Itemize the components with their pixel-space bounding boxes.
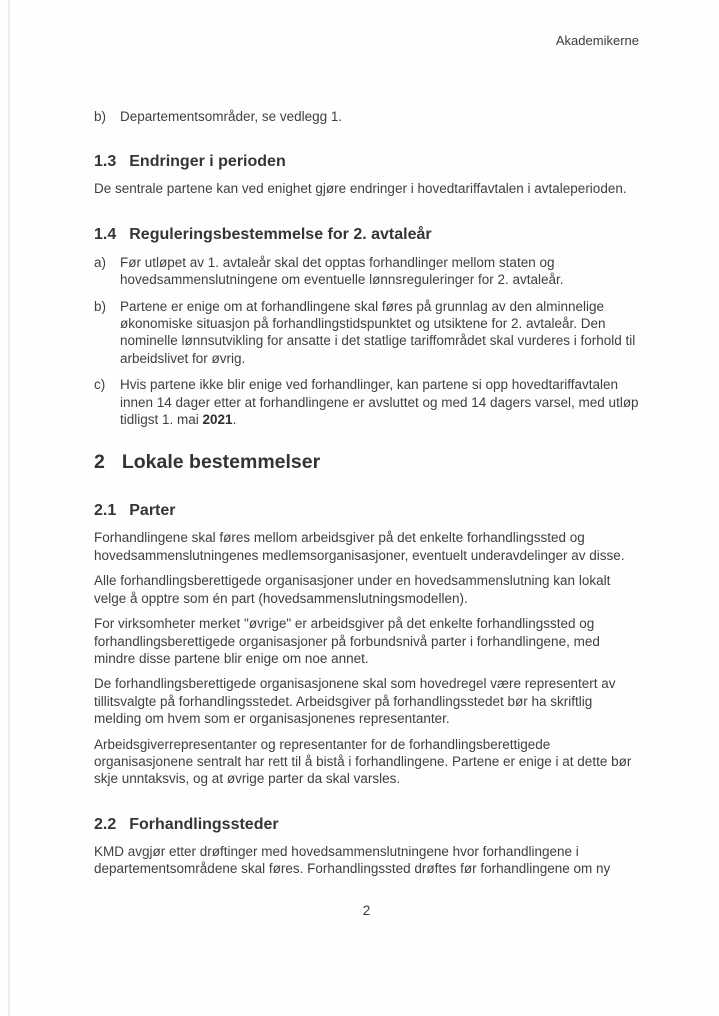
list-item-text xyxy=(120,376,639,428)
paragraph: De sentrale partene kan ved enighet gjøre endringer i hovedtariffavtalen i avtaleperioden. xyxy=(94,181,627,197)
document-header xyxy=(94,33,639,49)
chapter-heading-2 xyxy=(94,451,639,474)
section-title: Reguleringsbestemmelse for 2. avtaleår xyxy=(129,225,432,243)
section-number: 2.2 xyxy=(94,815,117,833)
list-item-marker: b) xyxy=(94,109,107,124)
list-item-text: Departementsområder, se vedlegg 1. xyxy=(120,109,343,124)
list-item-text: Partene er enige om at forhandlingene skal føres på grunnlag av den alminnelige økonomiske situasjon på forhandlingstidspunktet og utsiktene for 2. avtaleår. Den nominelle lønnsutvikling for ansatte i det statlige tariffområdet skal vurderes i forhold til arbeidslivet for øvrig. xyxy=(120,298,636,366)
section-number: 1.4 xyxy=(94,225,117,243)
paragraph: KMD avgjør etter drøftinger med hovedsammenslutningene hvor forhandlingene i departementsområdene skal føres. Forhandlingssted drøftes før forhandlingene om ny xyxy=(94,843,611,877)
chapter-number: 2 xyxy=(94,451,105,474)
list-item-text-bold-year: 2021 xyxy=(202,412,233,428)
list-item-marker: c) xyxy=(94,377,106,393)
list-item xyxy=(94,298,639,368)
list-item xyxy=(94,108,639,125)
page-footer xyxy=(94,903,639,918)
section-heading-2-1 xyxy=(94,501,639,521)
lettered-list xyxy=(94,254,639,429)
list-item xyxy=(94,376,639,428)
section-number: 2.1 xyxy=(94,502,117,520)
paragraph: De forhandlingsberettigede organisasjonene skal som hovedregel være representert av tillitsvalgte på forhandlingsstedet. Arbeidsgiver på forhandlingsstedet bør ha skriftlig melding om hvem som er organisasjonenes representanter. xyxy=(94,676,616,727)
organization-name: Akademikerne xyxy=(555,33,639,48)
list-item-marker: a) xyxy=(94,254,107,270)
chapter-title: Lokale bestemmelser xyxy=(121,451,321,474)
section-title: Endringer i perioden xyxy=(129,153,286,171)
section-heading-1-3 xyxy=(94,152,639,172)
paragraph: Alle forhandlingsberettigede organisasjoner under en hovedsammenslutning kan lokalt velge å opptre som én part (hovedsammenslutningsmodellen). xyxy=(94,573,611,606)
section-heading-2-2 xyxy=(94,815,639,835)
list-item-text-end: . xyxy=(232,412,237,428)
list-item-text: Før utløpet av 1. avtaleår skal det opptas forhandlinger mellom staten og hovedsammenslutningene om eventuelle lønnsreguleringer for 2. avtaleår. xyxy=(120,254,564,288)
section-heading-1-4 xyxy=(94,225,639,245)
section-title: Parter xyxy=(129,502,176,520)
section-number: 1.3 xyxy=(94,153,117,171)
paragraph: Arbeidsgiverrepresentanter og representanter for de forhandlingsberettigede organisasjonene sentralt har rett til å bistå i forhandlingene. Partene er enige i at dette bør skje unntaksvis, og at øvrige parter da skal varsles. xyxy=(94,736,632,787)
paragraph: For virksomheter merket "øvrige" er arbeidsgiver på det enkelte forhandlingssted og forhandlingsberettigede organisasjoner på forbundsnivå parter i forhandlingene, med mindre disse partene blir enige om noe annet. xyxy=(94,616,600,666)
list-item-marker: b) xyxy=(94,298,107,314)
list-item-text-start: Hvis partene ikke blir enige ved forhandlinger, kan partene si opp hovedtariffavtalen innen 14 dager etter at forhandlingene er avsluttet og med 14 dagers varsel, med utløp tidligst 1. mai xyxy=(120,377,639,428)
paragraph: Forhandlingene skal føres mellom arbeidsgiver på det enkelte forhandlingssted og hovedsammenslutningenes medlemsorganisasjoner, eventuelt underavdelinger av disse. xyxy=(94,530,625,563)
section-title: Forhandlingssteder xyxy=(129,815,279,833)
page-number: 2 xyxy=(362,902,371,918)
list-item xyxy=(94,254,639,289)
